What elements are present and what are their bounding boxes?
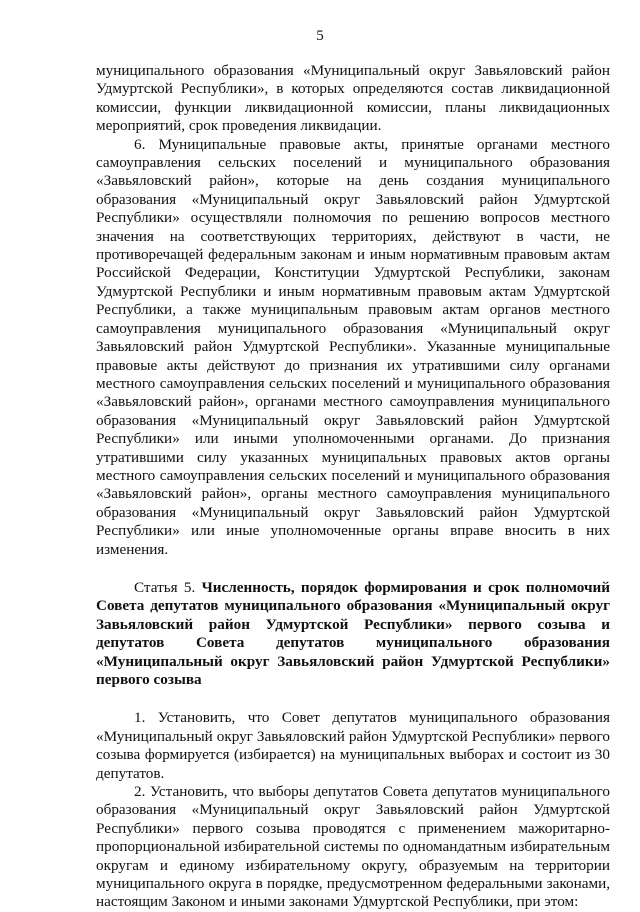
spacer (96, 689, 610, 709)
article-5-paragraph-2: 2. Установить, что выборы депутатов Совета депутатов муниципального образования «Муниципальный округ Завьяловский район Удмуртской Республики» первого созыва проводятся с применением мажоритарно-пропорциональной избирательной системы по одномандатным избирательным округам и единому избирательному округу, образуемым на территории муниципального округа в порядке, предусмотренном федеральными законами, настоящим Законом и иными законами Удмуртской Республики, при этом: (96, 783, 610, 911)
paragraph-continued: муниципального образования «Муниципальный округ Завьяловский район Удмуртской Республики», в которых определяются состав ликвидационной комиссии, функции ликвидационной комиссии, планы ликвидационных мероприятий, срок проведения ликвидации. (96, 62, 610, 135)
paragraph-6: 6. Муниципальные правовые акты, принятые органами местного самоуправления сельских поселений и муниципального образования «Завьяловский район», которые на день создания муниципального образования «Муниципальный округ Завьяловский район Удмуртской Республики» осуществляли полномочия по решению вопросов местного значения на соответствующих территориях, действуют в части, не противоречащей федеральным законам и иным нормативным правовым актам Российской Федерации, Конституции Удмуртской Республики, законам Удмуртской Республики и иным нормативным правовым актам Удмуртской Республики, а также муниципальным правовым актам органов местного самоуправления муниципального образования «Муниципальный округ Завьяловский район Удмуртской Республики». Указанные муниципальные правовые акты действуют до признания их утратившими силу органами местного самоуправления сельских поселений и муниципального образования «Завьяловский район», органами местного самоуправления муниципального образования «Муниципальный округ Завьяловский район Удмуртской Республики» или иными уполномоченными органами. До признания утратившими силу указанных муниципальных правовых актов органы местного самоуправления сельских поселений и муниципального образования «Завьяловский район», органы местного самоуправления муниципального образования «Муниципальный округ Завьяловский район Удмуртской Республики» или иные уполномоченные органы вправе вносить в них изменения. (96, 135, 610, 558)
page-number: 5 (316, 28, 324, 44)
article-5-paragraph-1: 1. Установить, что Совет депутатов муниципального образования «Муниципальный округ Завьяловский район Удмуртской Республики» первого созыва формируется (избирается) на муниципальных выборах и состоит из 30 депутатов. (96, 709, 610, 782)
article-5-label: Статья 5. (134, 578, 196, 596)
document-body (96, 62, 610, 912)
article-5-title: Численность, порядок формирования и срок полномочий Совета депутатов муниципального образования «Муниципальный округ Завьяловский район Удмуртской Республики» первого созыва и депутатов Совета депутатов муниципального образования «Муниципальный округ Завьяловский район Удмуртской Республики» первого созыва (96, 578, 611, 688)
article-5-heading (96, 579, 610, 689)
spacer (96, 559, 610, 579)
